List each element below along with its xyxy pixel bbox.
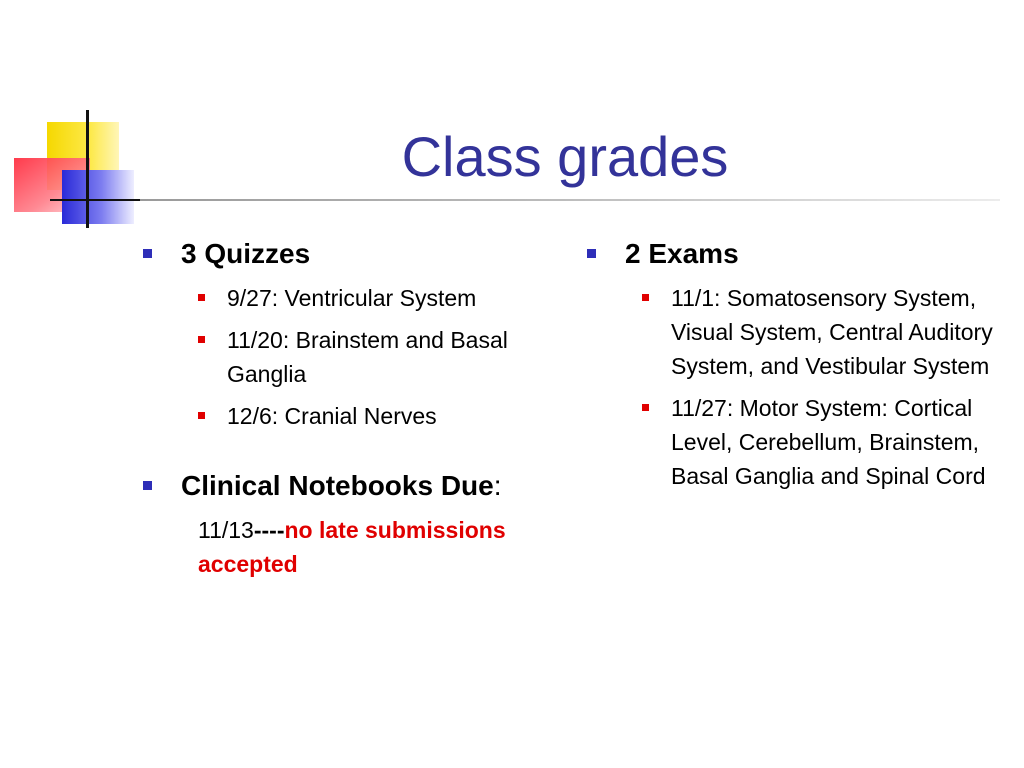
quizzes-heading: 3 Quizzes (181, 238, 311, 269)
quiz-item: 9/27: Ventricular System (143, 281, 563, 315)
title-divider (140, 199, 1000, 201)
notebooks-heading: Clinical Notebooks Due (181, 470, 494, 501)
bullet-square-icon (642, 404, 649, 411)
exam-item: 11/27: Motor System: Cortical Level, Cerebellum, Brainstem, Basal Ganglia and Spinal Cord (587, 391, 1007, 493)
notebook-date: 11/13 (198, 517, 254, 543)
notebook-note: no late submissions accepted (198, 517, 506, 577)
bullet-square-icon (143, 481, 152, 490)
right-column (587, 235, 1007, 493)
exam-item: 11/1: Somatosensory System, Visual System, Central Auditory System, and Vestibular System (587, 281, 1007, 383)
exams-heading: 2 Exams (625, 238, 739, 269)
quizzes-item (143, 235, 563, 273)
bullet-square-icon (587, 249, 596, 258)
slide-title: Class grades (401, 125, 729, 188)
notebooks-colon: : (493, 470, 502, 501)
horizontal-rule-dark (50, 199, 140, 201)
quiz-item: 11/20: Brainstem and Basal Ganglia (143, 323, 563, 391)
notebooks-item (143, 467, 563, 505)
notebook-due-line (143, 513, 563, 581)
bullet-square-icon (642, 294, 649, 301)
notebook-dashes: ---- (253, 517, 285, 543)
quiz-item: 12/6: Cranial Nerves (143, 399, 563, 433)
bullet-square-icon (198, 336, 205, 343)
bullet-square-icon (198, 294, 205, 301)
exams-item (587, 235, 1007, 273)
bullet-square-icon (198, 412, 205, 419)
bullet-square-icon (143, 249, 152, 258)
left-column (143, 235, 563, 581)
